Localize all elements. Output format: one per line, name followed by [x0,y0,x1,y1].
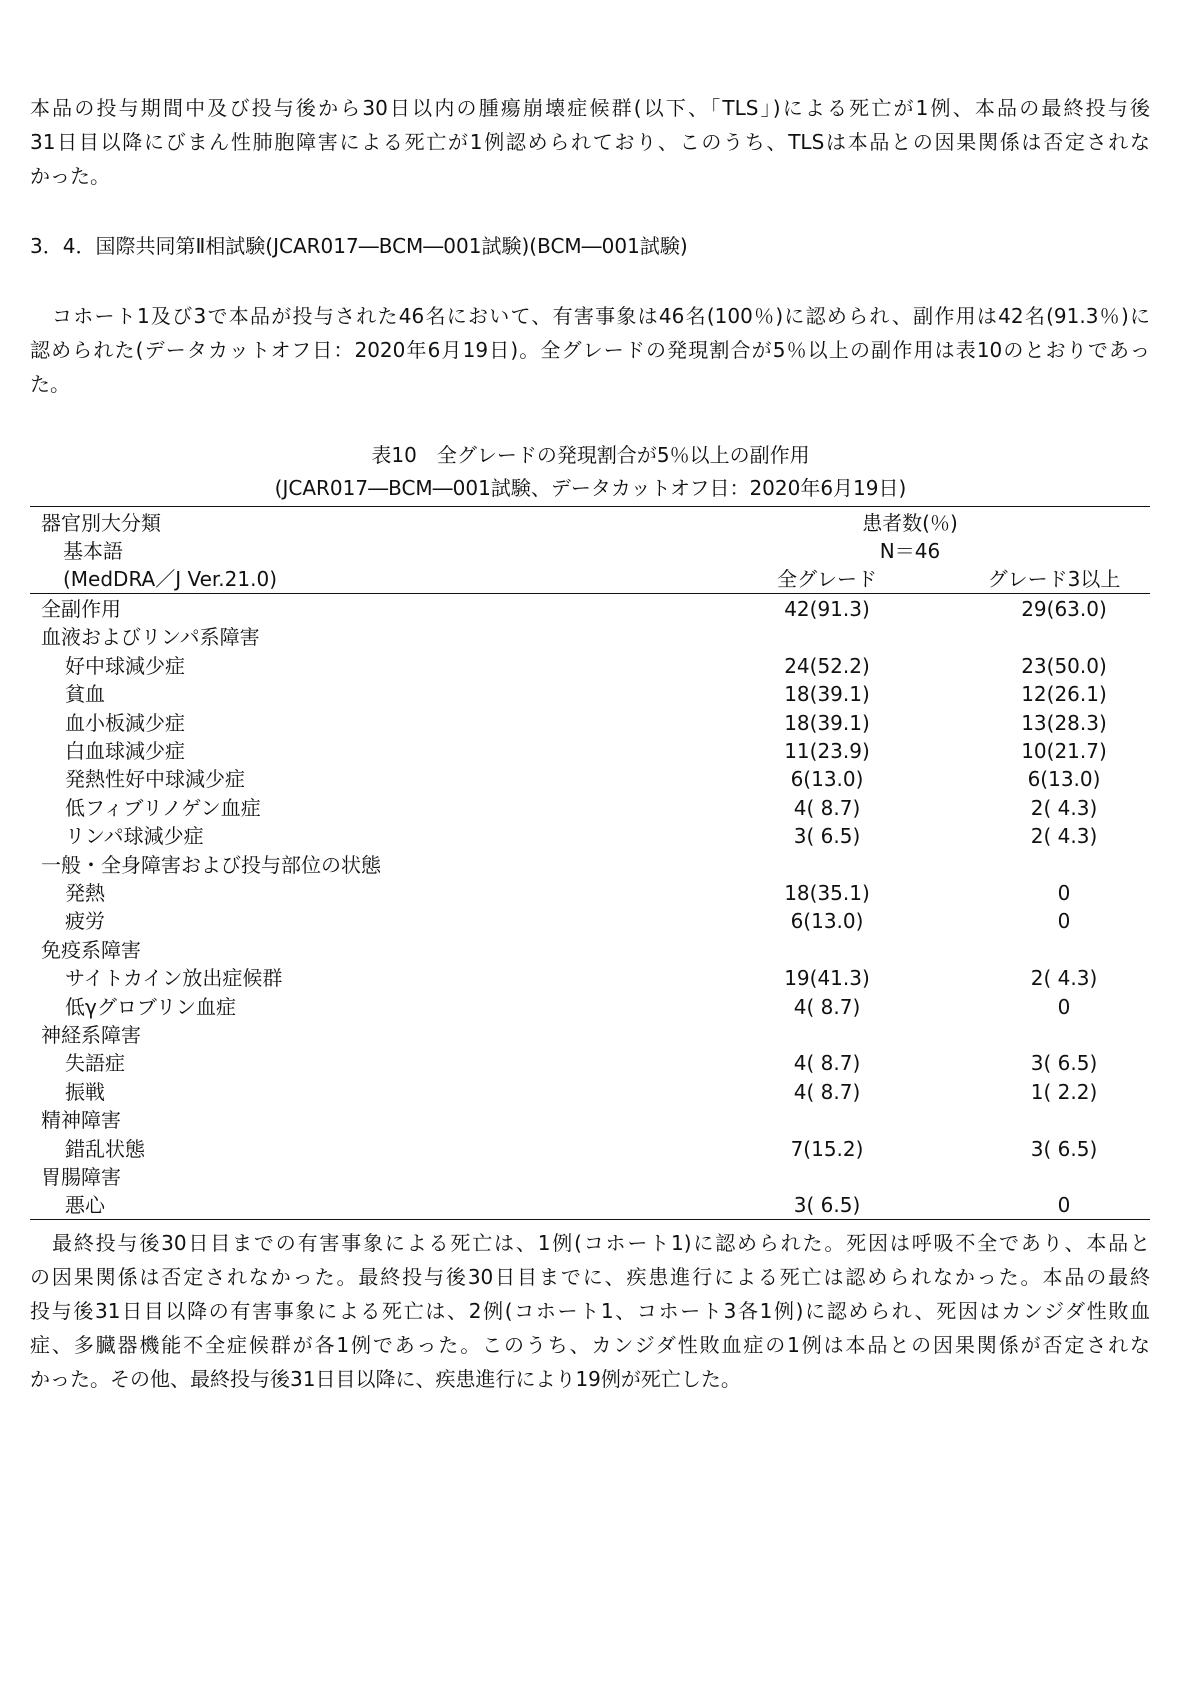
row-label: 全副作用 [41,597,121,621]
paragraph-line: 31日目以降にびまん性肺胞障害による死亡が1例認められており、このうち、TLSは本品との因果関係は否定されな [30,130,1150,154]
paragraph-line: コホート1及び3で本品が投与された46名において、有害事象は46名(100％)に認められ、副作用は42名(91.3％)に [52,304,1150,328]
section-heading: 3．4．国際共同第Ⅱ相試験(JCAR017―BCM―001試験)(BCM―001試験) [30,234,688,258]
table-row-term [30,709,1150,737]
row-label: リンパ球減少症 [65,824,204,849]
table-row-category [30,851,1150,879]
row-label: 発熱 [65,881,105,905]
all-grades-value: 3( 6.5) [793,1193,861,1218]
table-row-term [30,964,1150,992]
grade3-plus-value: 1( 2.2) [1030,1079,1098,1104]
all-grades-value: 3( 6.5) [793,824,861,849]
row-label: 白血球減少症 [65,739,185,763]
grade3-plus-value: 2( 4.3) [1030,824,1098,849]
grade3-plus-value: 29(63.0) [1021,597,1107,621]
all-grades-value: 18(39.1) [784,710,870,735]
row-label: 疲労 [65,909,105,934]
all-grades-value: 4( 8.7) [793,1051,861,1076]
header-n: N＝46 [879,539,941,563]
paragraph-line: の因果関係は否定されなかった。最終投与後30日目までに、疾患進行による死亡は認められなかった。本品の最終 [30,1265,1150,1289]
all-grades-value: 6(13.0) [790,909,864,934]
table-title: 表10 全グレードの発現割合が5％以上の副作用 [371,443,810,467]
all-grades-value: 24(52.2) [784,653,870,678]
table-row-category [30,1106,1150,1134]
all-grades-value: 11(23.9) [784,739,870,763]
table-row-category [30,936,1150,964]
table-row-term [30,1049,1150,1077]
row-label: 一般・全身障害および投与部位の状態 [41,852,381,877]
paragraph-deaths [30,1226,1150,1396]
table-row-category [30,1163,1150,1191]
paragraph-line: 認められた(データカットオフ日：2020年6月19日)。全グレードの発現割合が5％以上の副作用は表10のとおりであっ [30,338,1150,362]
table-subtitle: (JCAR017―BCM―001試験、データカットオフ日：2020年6月19日) [274,476,907,500]
all-grades-value: 7(15.2) [790,1136,864,1161]
table-row-term [30,737,1150,765]
paragraph-adverse-events-summary [30,299,1150,401]
paragraph-line: 投与後31日目以降の有害事象による死亡は、2例(コホート1、コホート3各1例)に認められ、死因はカンジダ性敗血 [30,1299,1150,1323]
all-grades-value: 18(39.1) [784,682,870,707]
table-row-term [30,993,1150,1021]
table-row-term [30,1191,1150,1219]
row-label: 貧血 [65,682,105,707]
grade3-plus-value: 3( 6.5) [1030,1136,1098,1161]
all-grades-value: 6(13.0) [790,767,864,792]
grade3-plus-value: 3( 6.5) [1030,1051,1098,1076]
grade3-plus-value: 0 [1057,994,1071,1019]
table-row-term [30,907,1150,935]
header-soc: 器官別大分類 [41,511,161,535]
row-label: 好中球減少症 [65,653,185,678]
all-grades-value: 4( 8.7) [793,1079,861,1104]
grade3-plus-value: 2( 4.3) [1030,795,1098,820]
table-bottom-rule [30,1219,1150,1220]
paragraph-line: 本品の投与期間中及び投与後から30日以内の腫瘍崩壊症候群(以下、「TLS」)による死亡が1例、本品の最終投与後 [30,96,1150,120]
header-all-grades: 全グレード [777,567,877,591]
row-label: 失語症 [65,1051,125,1076]
row-label: 悪心 [65,1193,105,1218]
paragraph-line: 症、多臓器機能不全症候群が各1例であった。このうち、カンジダ性敗血症の1例は本品との因果関係が否定されな [30,1333,1150,1357]
table-row-term [30,794,1150,822]
row-label: 精神障害 [41,1108,121,1133]
row-label: 胃腸障害 [41,1165,121,1189]
table-row-term [30,822,1150,850]
table-header-rule [30,593,1150,594]
all-grades-value: 4( 8.7) [793,795,861,820]
paragraph-line: 最終投与後30日目までの有害事象による死亡は、1例(コホート1)に認められた。死因は呼吸不全であり、本品と [52,1231,1150,1255]
row-label: 血小板減少症 [65,710,185,735]
all-grades-value: 42(91.3) [784,597,870,621]
header-grade3-plus: グレード3以上 [987,567,1121,591]
all-grades-value: 18(35.1) [784,881,870,905]
grade3-plus-value: 12(26.1) [1021,682,1107,707]
paragraph-tls-deaths [30,91,1150,193]
all-grades-value: 4( 8.7) [793,994,861,1019]
grade3-plus-value: 0 [1057,881,1071,905]
table-row-term [30,1135,1150,1163]
row-label: 振戦 [65,1079,105,1104]
table-row-term [30,652,1150,680]
all-grades-value: 19(41.3) [784,966,870,991]
grade3-plus-value: 0 [1057,909,1071,934]
header-pt: 基本語 [63,539,123,563]
grade3-plus-value: 2( 4.3) [1030,966,1098,991]
grade3-plus-value: 10(21.7) [1021,739,1107,763]
paragraph-line: かった。その他、最終投与後31日目以降に、疾患進行により19例が死亡した。 [30,1367,741,1391]
table-row-category [30,623,1150,651]
table-row-category [30,1021,1150,1049]
row-label: 血液およびリンパ系障害 [41,625,260,650]
table-row-term [30,879,1150,907]
row-label: 免疫系障害 [41,937,141,962]
row-label: 低γグロブリン血症 [65,994,237,1019]
table-row-term [30,765,1150,793]
grade3-plus-value: 0 [1057,1193,1071,1218]
row-label: 発熱性好中球減少症 [65,767,245,792]
row-label: 低フィブリノゲン血症 [65,795,261,820]
paragraph-line: た。 [30,372,70,396]
header-meddra: (MedDRA／J Ver.21.0) [63,567,277,591]
table-row-category [30,595,1150,623]
grade3-plus-value: 6(13.0) [1027,767,1101,792]
row-label: サイトカイン放出症候群 [65,966,283,991]
table-row-term [30,1078,1150,1106]
header-patients-group: 患者数(％) [862,511,958,535]
row-label: 錯乱状態 [65,1136,145,1161]
paragraph-line: かった。 [30,164,110,188]
grade3-plus-value: 13(28.3) [1021,710,1107,735]
table-row-term [30,680,1150,708]
grade3-plus-value: 23(50.0) [1021,653,1107,678]
table-top-rule [30,506,1150,507]
row-label: 神経系障害 [41,1023,141,1047]
